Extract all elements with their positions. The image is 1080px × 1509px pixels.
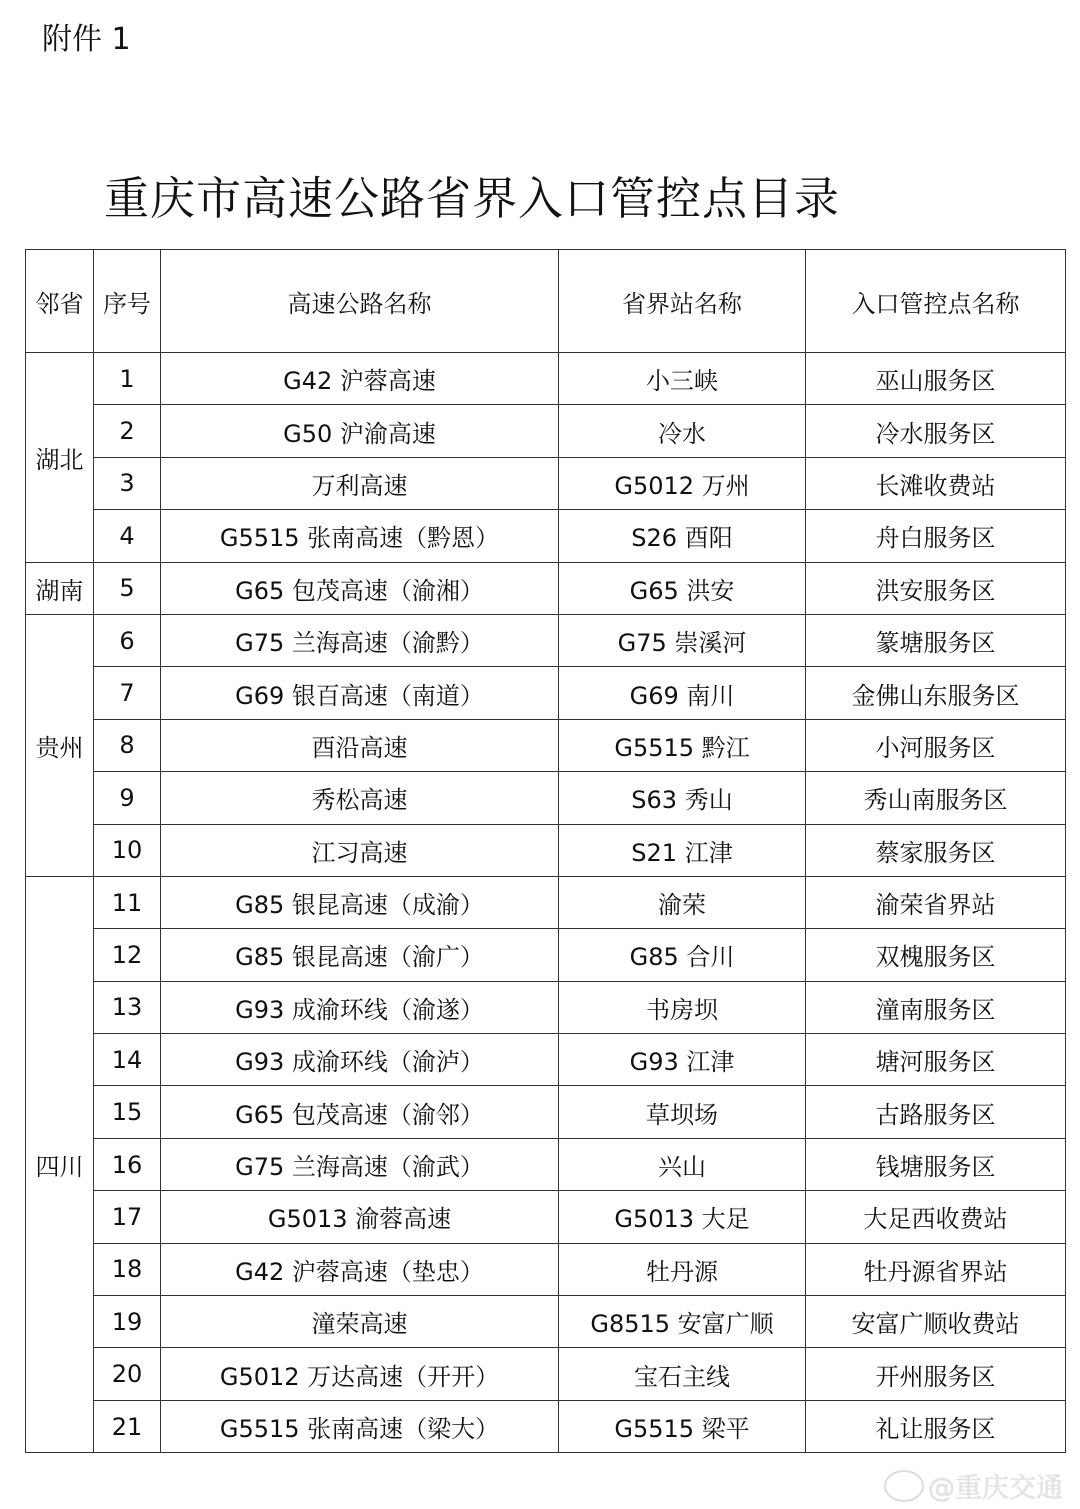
table-row xyxy=(26,719,1066,771)
highway-name: G69 银百高速（南道） xyxy=(161,667,559,719)
border-station: G75 崇溪河 xyxy=(559,614,806,666)
border-station: 渝荣 xyxy=(559,876,806,928)
border-station: G5515 梁平 xyxy=(559,1400,806,1452)
header-province: 邻省 xyxy=(26,250,94,353)
table-row xyxy=(26,405,1066,457)
row-index: 16 xyxy=(94,1138,161,1190)
table-row xyxy=(26,353,1066,405)
checkpoint-name: 钱塘服务区 xyxy=(806,1138,1066,1190)
border-station: G93 江津 xyxy=(559,1034,806,1086)
row-index: 2 xyxy=(94,405,161,457)
province-cell: 四川 xyxy=(26,876,94,1452)
checkpoint-name: 大足西收费站 xyxy=(806,1191,1066,1243)
table-header-row xyxy=(26,250,1066,353)
row-index: 17 xyxy=(94,1191,161,1243)
border-station: 草坝场 xyxy=(559,1086,806,1138)
province-cell: 湖北 xyxy=(26,353,94,563)
header-highway: 高速公路名称 xyxy=(161,250,559,353)
checkpoint-name: 牡丹源省界站 xyxy=(806,1243,1066,1295)
highway-name: 万利高速 xyxy=(161,457,559,509)
border-station: S26 酉阳 xyxy=(559,510,806,562)
header-station: 省界站名称 xyxy=(559,250,806,353)
table-row xyxy=(26,1348,1066,1400)
checkpoint-name: 秀山南服务区 xyxy=(806,772,1066,824)
table-row xyxy=(26,667,1066,719)
highway-name: 江习高速 xyxy=(161,824,559,876)
checkpoint-name: 蔡家服务区 xyxy=(806,824,1066,876)
row-index: 10 xyxy=(94,824,161,876)
checkpoint-name: 开州服务区 xyxy=(806,1348,1066,1400)
table-row xyxy=(26,981,1066,1033)
table-row xyxy=(26,1400,1066,1452)
highway-name: G75 兰海高速（渝武） xyxy=(161,1138,559,1190)
checkpoint-name: 舟白服务区 xyxy=(806,510,1066,562)
border-station: 书房坝 xyxy=(559,981,806,1033)
checkpoint-name: 洪安服务区 xyxy=(806,562,1066,614)
border-station: G5515 黔江 xyxy=(559,719,806,771)
row-index: 6 xyxy=(94,614,161,666)
table-row xyxy=(26,510,1066,562)
row-index: 19 xyxy=(94,1296,161,1348)
table-row xyxy=(26,1086,1066,1138)
attachment-label: 附件 1 xyxy=(42,22,131,57)
table-row xyxy=(26,824,1066,876)
checkpoint-table xyxy=(25,249,1066,1453)
border-station: G8515 安富广顺 xyxy=(559,1296,806,1348)
table-row xyxy=(26,457,1066,509)
row-index: 7 xyxy=(94,667,161,719)
weibo-logo-icon xyxy=(884,1470,924,1502)
watermark xyxy=(884,1466,1063,1505)
highway-name: G5013 渝蓉高速 xyxy=(161,1191,559,1243)
watermark-text: @重庆交通 xyxy=(928,1473,1063,1504)
table-row xyxy=(26,1138,1066,1190)
border-station: G5012 万州 xyxy=(559,457,806,509)
table-row xyxy=(26,772,1066,824)
highway-name: G65 包茂高速（渝邻） xyxy=(161,1086,559,1138)
highway-name: 秀松高速 xyxy=(161,772,559,824)
border-station: 宝石主线 xyxy=(559,1348,806,1400)
checkpoint-name: 礼让服务区 xyxy=(806,1400,1066,1452)
province-cell: 贵州 xyxy=(26,614,94,876)
page-title: 重庆市高速公路省界入口管控点目录 xyxy=(104,172,841,225)
highway-name: 酉沿高速 xyxy=(161,719,559,771)
row-index: 18 xyxy=(94,1243,161,1295)
row-index: 8 xyxy=(94,719,161,771)
highway-name: G93 成渝环线（渝泸） xyxy=(161,1034,559,1086)
checkpoint-name: 古路服务区 xyxy=(806,1086,1066,1138)
checkpoint-name: 巫山服务区 xyxy=(806,353,1066,405)
row-index: 11 xyxy=(94,876,161,928)
highway-name: G42 沪蓉高速 xyxy=(161,353,559,405)
checkpoint-name: 冷水服务区 xyxy=(806,405,1066,457)
table-row xyxy=(26,1191,1066,1243)
highway-name: G5515 张南高速（黔恩） xyxy=(161,510,559,562)
table-row xyxy=(26,1243,1066,1295)
row-index: 15 xyxy=(94,1086,161,1138)
table-row xyxy=(26,1296,1066,1348)
row-index: 13 xyxy=(94,981,161,1033)
border-station: 小三峡 xyxy=(559,353,806,405)
highway-name: G93 成渝环线（渝遂） xyxy=(161,981,559,1033)
highway-name: G75 兰海高速（渝黔） xyxy=(161,614,559,666)
border-station: G85 合川 xyxy=(559,929,806,981)
border-station: 兴山 xyxy=(559,1138,806,1190)
header-index: 序号 xyxy=(94,250,161,353)
checkpoint-name: 长滩收费站 xyxy=(806,457,1066,509)
border-station: G5013 大足 xyxy=(559,1191,806,1243)
border-station: 牡丹源 xyxy=(559,1243,806,1295)
table-row xyxy=(26,1034,1066,1086)
checkpoint-name: 小河服务区 xyxy=(806,719,1066,771)
table-row xyxy=(26,562,1066,614)
highway-name: G5515 张南高速（梁大） xyxy=(161,1400,559,1452)
border-station: S63 秀山 xyxy=(559,772,806,824)
checkpoint-name: 篆塘服务区 xyxy=(806,614,1066,666)
table-row xyxy=(26,876,1066,928)
province-cell: 湖南 xyxy=(26,562,94,614)
border-station: 冷水 xyxy=(559,405,806,457)
border-station: G65 洪安 xyxy=(559,562,806,614)
highway-name: 潼荣高速 xyxy=(161,1296,559,1348)
checkpoint-name: 金佛山东服务区 xyxy=(806,667,1066,719)
highway-name: G50 沪渝高速 xyxy=(161,405,559,457)
row-index: 4 xyxy=(94,510,161,562)
row-index: 3 xyxy=(94,457,161,509)
row-index: 9 xyxy=(94,772,161,824)
row-index: 12 xyxy=(94,929,161,981)
highway-name: G65 包茂高速（渝湘） xyxy=(161,562,559,614)
row-index: 21 xyxy=(94,1400,161,1452)
row-index: 14 xyxy=(94,1034,161,1086)
checkpoint-name: 潼南服务区 xyxy=(806,981,1066,1033)
highway-name: G85 银昆高速（渝广） xyxy=(161,929,559,981)
header-checkpoint: 入口管控点名称 xyxy=(806,250,1066,353)
row-index: 5 xyxy=(94,562,161,614)
border-station: S21 江津 xyxy=(559,824,806,876)
checkpoint-name: 双槐服务区 xyxy=(806,929,1066,981)
table-row xyxy=(26,614,1066,666)
row-index: 1 xyxy=(94,353,161,405)
table-row xyxy=(26,929,1066,981)
highway-name: G42 沪蓉高速（垫忠） xyxy=(161,1243,559,1295)
checkpoint-name: 塘河服务区 xyxy=(806,1034,1066,1086)
highway-name: G5012 万达高速（开开） xyxy=(161,1348,559,1400)
border-station: G69 南川 xyxy=(559,667,806,719)
checkpoint-name: 安富广顺收费站 xyxy=(806,1296,1066,1348)
checkpoint-name: 渝荣省界站 xyxy=(806,876,1066,928)
highway-name: G85 银昆高速（成渝） xyxy=(161,876,559,928)
row-index: 20 xyxy=(94,1348,161,1400)
